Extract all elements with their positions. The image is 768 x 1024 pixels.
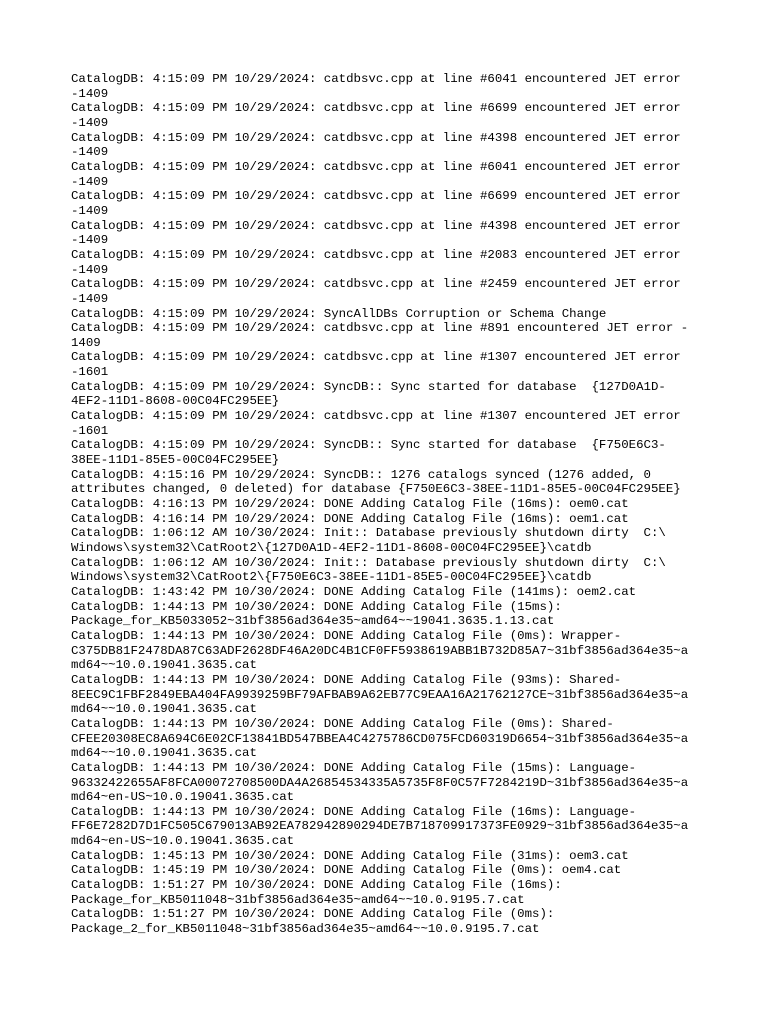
log-line: CatalogDB: 1:44:13 PM 10/30/2024: DONE Adding Catalog File (16ms): Language- <box>71 804 637 819</box>
log-line: CatalogDB: 4:16:13 PM 10/29/2024: DONE Adding Catalog File (16ms): oem0.cat <box>71 497 629 512</box>
log-line: -1409 <box>71 233 109 248</box>
log-line: -1409 <box>71 86 109 101</box>
log-line: md64~~10.0.19041.3635.cat <box>71 658 257 673</box>
log-line: CatalogDB: 1:44:13 PM 10/30/2024: DONE Adding Catalog File (93ms): Shared- <box>71 672 622 687</box>
log-line: -1409 <box>71 262 109 277</box>
log-line: md64~en-US~10.0.19041.3635.cat <box>71 790 295 805</box>
document-page <box>71 72 711 937</box>
log-line: Windows\system32\CatRoot2\{127D0A1D-4EF2-11D1-8608-00C04FC295EE}\catdb <box>71 541 592 555</box>
log-line: CatalogDB: 4:15:09 PM 10/29/2024: catdbsvc.cpp at line #4398 encountered JET error <box>71 218 681 233</box>
log-line: -1601 <box>71 365 109 380</box>
log-line: Package_2_for_KB5011048~31bf3856ad364e35~amd64~~10.0.9195.7.cat <box>71 922 540 937</box>
log-line: -1409 <box>71 145 109 160</box>
log-line: Package_for_KB5011048~31bf3856ad364e35~amd64~~10.0.9195.7.cat <box>71 892 525 907</box>
log-line: CatalogDB: 1:44:13 PM 10/30/2024: DONE Adding Catalog File (0ms): Shared- <box>71 716 614 731</box>
log-line: CatalogDB: 1:44:13 PM 10/30/2024: DONE Adding Catalog File (0ms): Wrapper- <box>71 628 622 643</box>
log-line: 8EEC9C1FBF2849EBA404FA9939259BF79AFBAB9A62EB77C9EAA16A21762127CE~31bf3856ad364e35~a <box>71 687 689 702</box>
log-line: Package_for_KB5033052~31bf3856ad364e35~amd64~~19041.3635.1.13.cat <box>71 614 555 629</box>
catalog-log-text <box>71 72 711 937</box>
log-line: CatalogDB: 4:15:09 PM 10/29/2024: catdbsvc.cpp at line #1307 encountered JET error <box>71 409 681 424</box>
log-line: CatalogDB: 1:06:12 AM 10/30/2024: Init:: Database previously shutdown dirty C:\ <box>71 555 666 570</box>
log-line: CatalogDB: 1:45:19 PM 10/30/2024: DONE Adding Catalog File (0ms): oem4.cat <box>71 863 622 878</box>
log-line: CatalogDB: 4:15:09 PM 10/29/2024: catdbsvc.cpp at line #2459 encountered JET error <box>71 277 681 292</box>
log-line: md64~~10.0.19041.3635.cat <box>71 702 257 717</box>
log-line: Windows\system32\CatRoot2\{F750E6C3-38EE-11D1-85E5-00C04FC295EE}\catdb <box>71 570 592 585</box>
log-line: CatalogDB: 1:44:13 PM 10/30/2024: DONE Adding Catalog File (15ms): Language- <box>71 760 637 775</box>
log-line: C375DB81F2478DA87C63ADF2628DF46A20DC4B1CF0FF5938619ABB1B732D85A7~31bf3856ad364e35~a <box>71 643 689 658</box>
log-line: CatalogDB: 4:15:09 PM 10/29/2024: SyncAllDBs Corruption or Schema Change <box>71 306 607 321</box>
log-line: -1409 <box>71 291 109 306</box>
log-line: CatalogDB: 1:51:27 PM 10/30/2024: DONE Adding Catalog File (0ms): <box>71 907 555 922</box>
log-line: CFEE20308EC8A694C6E02CF13841BD547BBEA4C4275786CD075FCD60319D6654~31bf3856ad364e35~a <box>71 731 689 746</box>
log-line: CatalogDB: 1:43:42 PM 10/30/2024: DONE Adding Catalog File (141ms): oem2.cat <box>71 584 637 599</box>
log-line: CatalogDB: 4:15:09 PM 10/29/2024: catdbsvc.cpp at line #6041 encountered JET error <box>71 159 681 174</box>
log-line: FF6E7282D7D1FC505C679013AB92EA782942890294DE7B718709917373FE0929~31bf3856ad364e35~a <box>71 819 689 834</box>
log-line: 1409 <box>71 335 101 350</box>
log-line: CatalogDB: 4:15:09 PM 10/29/2024: catdbsvc.cpp at line #891 encountered JET error - <box>71 321 689 336</box>
log-line: -1601 <box>71 423 109 438</box>
log-line: -1409 <box>71 115 109 130</box>
log-line: CatalogDB: 4:15:16 PM 10/29/2024: SyncDB:: 1276 catalogs synced (1276 added, 0 <box>71 467 651 482</box>
log-line: CatalogDB: 4:15:09 PM 10/29/2024: SyncDB:: Sync started for database {F750E6C3- <box>71 438 666 453</box>
log-line: CatalogDB: 4:15:09 PM 10/29/2024: catdbsvc.cpp at line #1307 encountered JET error <box>71 350 681 365</box>
log-line: CatalogDB: 1:44:13 PM 10/30/2024: DONE Adding Catalog File (15ms): <box>71 599 562 614</box>
log-line: CatalogDB: 4:16:14 PM 10/29/2024: DONE Adding Catalog File (16ms): oem1.cat <box>71 511 629 526</box>
log-line: attributes changed, 0 deleted) for database {F750E6C3-38EE-11D1-85E5-00C04FC295EE} <box>71 482 681 497</box>
log-line: -1409 <box>71 174 109 189</box>
log-line: CatalogDB: 4:15:09 PM 10/29/2024: catdbsvc.cpp at line #6041 encountered JET error <box>71 72 681 86</box>
log-line: 4EF2-11D1-8608-00C04FC295EE} <box>71 394 280 409</box>
log-line: md64~~10.0.19041.3635.cat <box>71 746 257 761</box>
log-line: CatalogDB: 4:15:09 PM 10/29/2024: catdbsvc.cpp at line #6699 encountered JET error <box>71 189 681 204</box>
log-line: 96332422655AF8FCA00072708500DA4A26854534335A5735F8F0C57F7284219D~31bf3856ad364e35~a <box>71 775 689 790</box>
log-line: -1409 <box>71 203 109 218</box>
log-line: CatalogDB: 4:15:09 PM 10/29/2024: catdbsvc.cpp at line #2083 encountered JET error <box>71 247 681 262</box>
log-line: CatalogDB: 4:15:09 PM 10/29/2024: catdbsvc.cpp at line #4398 encountered JET error <box>71 130 681 145</box>
log-line: CatalogDB: 1:06:12 AM 10/30/2024: Init:: Database previously shutdown dirty C:\ <box>71 526 666 541</box>
log-line: CatalogDB: 4:15:09 PM 10/29/2024: SyncDB:: Sync started for database {127D0A1D- <box>71 379 666 394</box>
log-line: CatalogDB: 1:45:13 PM 10/30/2024: DONE Adding Catalog File (31ms): oem3.cat <box>71 848 629 863</box>
log-line: 38EE-11D1-85E5-00C04FC295EE} <box>71 453 280 468</box>
log-line: CatalogDB: 1:51:27 PM 10/30/2024: DONE Adding Catalog File (16ms): <box>71 878 562 893</box>
log-line: CatalogDB: 4:15:09 PM 10/29/2024: catdbsvc.cpp at line #6699 encountered JET error <box>71 101 681 116</box>
log-line: md64~en-US~10.0.19041.3635.cat <box>71 834 295 849</box>
